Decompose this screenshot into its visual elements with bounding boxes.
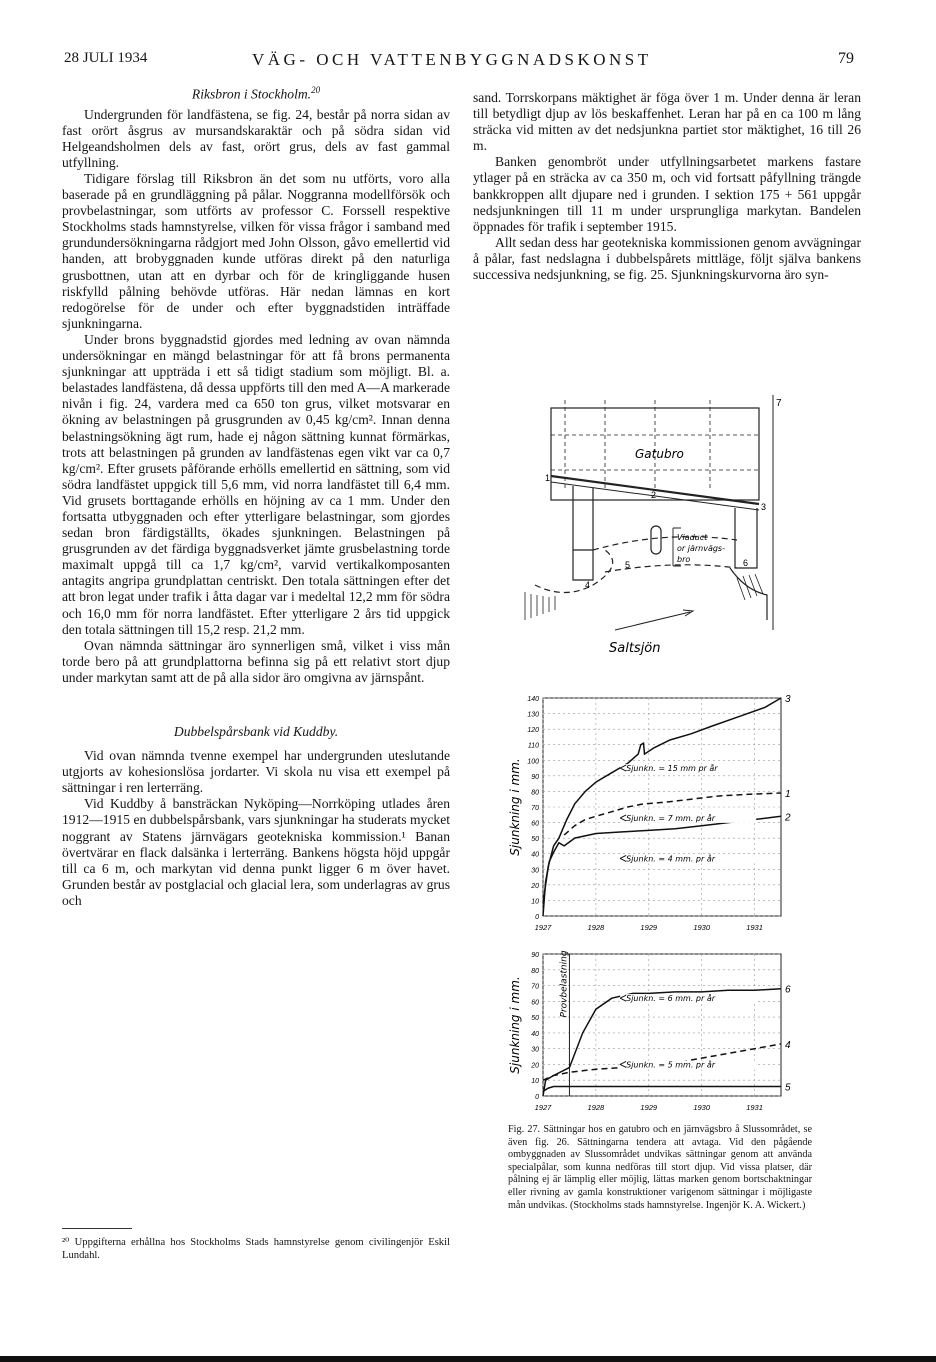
point-label-6: 6 [743, 558, 749, 568]
x-tick-label: 1929 [640, 923, 658, 932]
bridge-plan-figure [505, 380, 805, 670]
y-tick-label: 70 [531, 805, 539, 812]
y-tick-label: 80 [531, 789, 539, 797]
footnote: ²⁰ Uppgifterna erhållna hos Stockholms Stads hamnstyrelse genom civilingenjör Eskil Lundahl. [62, 1237, 450, 1261]
y-tick-label: 130 [527, 711, 539, 719]
rate-annotation: Sjunkn. = 4 mm. pr år [626, 854, 716, 864]
deck-grid-lines [565, 400, 710, 490]
x-tick-label: 1927 [534, 1103, 552, 1112]
label-gatubro: Gatubro [635, 447, 684, 461]
y-axis-label: Sjunkning i mm. [508, 758, 522, 856]
label-viaduct-1: Viaduct [677, 533, 708, 542]
y-tick-label: 30 [531, 867, 539, 875]
section-heading-riksbron [62, 82, 450, 103]
series-line-3 [543, 698, 781, 904]
paragraph: Allt sedan dess har geotekniska kommissionen genom avvägningar å pålar, fast nedslagna i dubbelspårets mittläge, följt själva bankens successiva nedsjunkning, se fig. 25. Sjunkningskurvorna äro syn- [473, 234, 861, 283]
paragraph: Banken genombröt under utfyllningsarbetet markens fastare ytlager på en sträcka av ca 350 m, och vid fortsatt påfyllning trängde bankkroppen allt djupare ned i grunden. I sektion 175 + 561 uppgår nedsjunkningen till 11 m under ursprungliga markytan. Bandelen öppnades för trafik i september 1915. [473, 154, 861, 234]
y-tick-label: 50 [531, 1015, 539, 1023]
footnote-ref-20: 20 [311, 85, 321, 95]
y-tick-label: 120 [527, 727, 539, 735]
paragraph: Under brons byggnadstid gjordes med ledning av ovan nämnda undersökningar en mängd belastningar för att få brons permanenta sjunkningar att uppträda i ett så tidigt stadium som möjligt. Bl. a. belastades landfästena, då dessa uppförts till den med A—A markerade nivån i fig. 24, vardera med ca 650 ton grus, vilket motsvarar en ökning av belastningen på grusgrunden av 0,45 kg/cm². Innan denna belastningsökning ägt rum, hade ej någon sättning kunnat förmärkas, trots att belastningen på grunden av landfästenas egen vikt var ca 0,7 kg/cm². Efter grusets påförande erhölls emellertid en sättning, som vid södra landfästet uppgick till 5,6 mm, vid norra landfästet till 6,4 mm. Vid grusets borttagande erhölls en höjning av ca 1 mm. Under den fortsatta utbyggnaden och efter ytterligare belastningar, som gjordes sedan bron färdigställts, ökades sjunkningen. Belastningen på grusgrunden av det färdiga byggnadsverket jämte grusbelastning torde maximalt uppgå till ca 1,7 kg/cm², varvid vertikalkomposanten antagits angripa grundplattan centriskt. Den totala sättningen efter det att bron legat under trafik i åtta dagar var i medeltal 12,2 mm för södra och 16,0 mm för norra landfästet. Efter ytterligare 2 års tid uppgick den totala sättningen till 15,2 resp. 21,2 mm. [62, 331, 450, 637]
page-number: 79 [838, 50, 854, 67]
y-tick-label: 90 [531, 952, 539, 959]
heading-riksbron-text: Riksbron i Stockholm. [191, 86, 312, 102]
point-label-1: 1 [545, 473, 551, 483]
y-tick-label: 0 [535, 1094, 539, 1101]
page-header [0, 50, 936, 74]
y-tick-label: 0 [535, 914, 539, 921]
journal-title: VÄG- OCH VATTENBYGGNADSKONST [252, 50, 652, 69]
y-tick-label: 40 [531, 1030, 539, 1038]
direction-arrow [615, 612, 690, 630]
label-viaduct-2: or järnvägs- [677, 544, 725, 553]
x-tick-label: 1931 [746, 923, 763, 932]
issue-date: 28 JULI 1934 [64, 50, 148, 66]
y-tick-label: 20 [531, 1062, 539, 1070]
y-tick-label: 40 [531, 851, 539, 859]
series-end-label: 1 [785, 788, 791, 800]
right-column [473, 90, 861, 283]
section-heading-kuddby: Dubbelspårsbank vid Kuddby. [173, 724, 339, 739]
pile-hatching [737, 574, 763, 600]
pile-hatching [525, 592, 555, 620]
x-tick-label: 1930 [693, 1103, 711, 1112]
y-axis-label: Sjunkning i mm. [508, 976, 522, 1074]
rate-annotation: Sjunkn. = 6 mm. pr år [626, 994, 716, 1004]
label-viaduct-3: bro [677, 555, 691, 564]
y-tick-label: 20 [531, 882, 539, 890]
y-tick-label: 10 [531, 898, 539, 906]
x-tick-label: 1927 [534, 923, 552, 932]
page-bottom-edge [0, 1356, 936, 1362]
y-tick-label: 110 [527, 742, 539, 750]
y-tick-label: 50 [531, 836, 539, 844]
x-tick-label: 1931 [746, 1103, 763, 1112]
y-tick-label: 30 [531, 1046, 539, 1054]
settlement-chart-lower [505, 946, 805, 1122]
y-tick-label: 90 [531, 773, 539, 781]
rate-annotation: Sjunkn. = 15 mm pr år [626, 764, 718, 774]
y-tick-label: 80 [531, 967, 539, 975]
paragraph: sand. Torrskorpans mäktighet är föga över 1 m. Under denna är leran till betydligt djup av lös beskaffenhet. Leran har på en ca 100 m lång sträcka vid mitten av det nedsjunkna partiet stor mäktighet, 16 till 26 m. [473, 90, 861, 154]
paragraph: Ovan nämnda sättningar äro synnerligen små, vilket i viss mån torde bero på att grundplattorna befinna sig på ett relativt stort djup under markytan samt att de på alla sidor äro omgivna av järnspånt. [62, 637, 450, 685]
series-line-5 [543, 1087, 781, 1092]
y-tick-label: 60 [531, 820, 539, 828]
provbelastning-label: Provbelastning [559, 950, 570, 1018]
y-tick-label: 100 [527, 758, 539, 766]
x-tick-label: 1929 [640, 1103, 658, 1112]
x-tick-label: 1928 [587, 923, 605, 932]
series-end-label: 4 [785, 1039, 791, 1051]
x-tick-label: 1930 [693, 923, 711, 932]
quay-outline [535, 550, 613, 593]
plot-frame [543, 954, 781, 1096]
point-label-4: 4 [585, 580, 591, 590]
left-column [62, 82, 450, 909]
figure-caption: Fig. 27. Sättningar hos en gatubro och en järnvägsbro å Slussområdet, se även fig. 26. Sättningarna tendera att avtaga. Vid den pågående ombyggnaden av Slussområdet undvikas sättningar genom att använda specialpålar, som kunna nedföras till stort djup. Vid vissa platser, där pålning ej är lämplig eller möjlig, lättas marken genom bortschaktningar eller rivning av gamla konstruktioner varigenom sättningar i möjligaste mån undvikas. (Stockholms stads hamnstyrelse. Ingenjör K. A. Wickert.) [508, 1124, 812, 1211]
series-end-label: 3 [785, 694, 791, 705]
right-quay [730, 568, 767, 620]
label-saltsjon: Saltsjön [609, 641, 661, 656]
paragraph: Vid Kuddby å bansträckan Nyköping—Norrköping utlades åren 1912—1915 en dubbelspårsbank, vars sjunkningar ha studerats mycket noggrant av Statens järnvägars geotekniska kommission.¹ Banan övertvärar en flack dalsänka i lerterräng. Bankens högsta höjd uppgår till ca 6 m, och markytan vid denna punkt ligger 6 m över havet. Grunden består av postglacial och glacial lera, som underlagras av grus och [62, 796, 450, 908]
paragraph: Undergrunden för landfästena, se fig. 24, består på norra sidan av fast orört åsgrus av mursandskaraktär och på södra sidan vid Helgeandsholmen dels av fast, orört grus, dels av fast gammal utfyllning. [62, 106, 450, 170]
x-tick-label: 1928 [587, 1103, 605, 1112]
y-tick-label: 10 [531, 1078, 539, 1086]
series-end-label: 6 [785, 984, 791, 996]
series-end-label: 2 [785, 812, 791, 824]
y-tick-label: 60 [531, 999, 539, 1007]
footnote-rule [62, 1228, 132, 1229]
series-line-2 [543, 816, 781, 916]
series-line-6 [543, 989, 781, 1096]
paragraph: Tidigare förslag till Riksbron än det som nu utförts, voro alla baserade på en grundläggning på pålar. Noggranna modellförsök och provbelastningar, som utförts av professor C. Forssell respektive Stockholms stads hamnstyrelse, vilken för vissa frågor i samband med grundundersökningarna rådgjort med John Olsson, gåvo emellertid vid handen, att brobyggnaden kunde utföras direkt på den naturliga grusbottnen, utan att en dyrbar och för de kringliggande husen riskfylld pålning behövde utföras. Här nedan lämnas en kort redogörelse för de under och efter byggnadstiden inträffade sjunkningarna. [62, 171, 450, 331]
y-tick-label: 70 [531, 983, 539, 991]
rate-annotation: Sjunkn. = 7 mm. pr år [626, 813, 716, 823]
point-label-3: 3 [761, 502, 767, 512]
point-label-2: 2 [651, 490, 657, 500]
point-label-5: 5 [625, 560, 631, 570]
rate-annotation: Sjunkn. = 5 mm. pr år [626, 1060, 716, 1070]
point-label-7: 7 [776, 398, 782, 409]
pier-oval [651, 526, 661, 554]
paragraph: Vid ovan nämnda tvenne exempel har undergrunden uteslutande utgjorts av kohesionslösa jordarter. Vi skola nu visa ett exempel på sättningar i ren lerterräng. [62, 748, 450, 796]
y-tick-label: 140 [527, 696, 539, 703]
settlement-chart-upper [505, 688, 805, 938]
series-end-label: 5 [785, 1082, 791, 1094]
